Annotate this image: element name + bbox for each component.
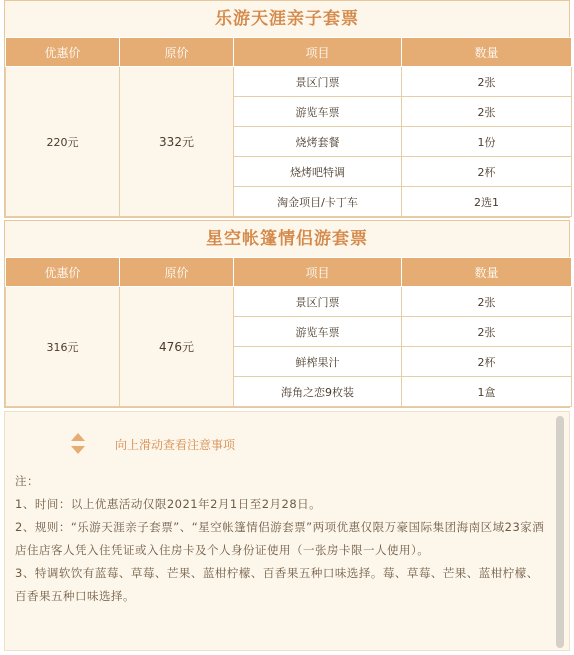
header-discount-price: 优惠价 bbox=[6, 258, 120, 287]
qty-cell: 1盒 bbox=[402, 377, 572, 407]
package-table bbox=[5, 257, 572, 407]
item-cell: 游览车票 bbox=[234, 97, 402, 127]
item-cell: 景区门票 bbox=[234, 67, 402, 97]
header-original-price: 原价 bbox=[120, 258, 234, 287]
package-card-couple bbox=[4, 220, 570, 408]
package-table bbox=[5, 37, 572, 217]
scroll-hint[interactable] bbox=[71, 432, 301, 456]
header-quantity: 数量 bbox=[402, 38, 572, 67]
package-title: 乐游天涯亲子套票 bbox=[215, 9, 359, 29]
item-cell: 游览车票 bbox=[234, 317, 402, 347]
package-card-family bbox=[4, 0, 570, 218]
header-item: 项目 bbox=[234, 38, 402, 67]
note-line: 2、规则：“乐游天涯亲子套票”、“星空帐篷情侣游套票”两项优惠仅限万豪国际集团海南区域23家酒店住店客人凭入住凭证或入住房卡及个人身份证使用（一张房卡限一人使用）。 bbox=[15, 520, 545, 557]
discount-price: 220元 bbox=[6, 67, 120, 217]
item-cell: 淘金项目/卡丁车 bbox=[234, 187, 402, 217]
table-row bbox=[6, 67, 572, 97]
header-original-price: 原价 bbox=[120, 38, 234, 67]
scroll-hint-text: 向上滑动查看注意事项 bbox=[115, 437, 236, 452]
header-quantity: 数量 bbox=[402, 258, 572, 287]
qty-cell: 2张 bbox=[402, 67, 572, 97]
note-line: 3、特调软饮有蓝莓、草莓、芒果、蓝柑柠檬、百香果五种口味选择。莓、草莓、芒果、蓝柑柠檬、百香果五种口味选择。 bbox=[15, 566, 539, 603]
original-price: 332元 bbox=[120, 67, 234, 217]
qty-cell: 2杯 bbox=[402, 157, 572, 187]
item-cell: 烧烤吧特调 bbox=[234, 157, 402, 187]
table-header-row bbox=[6, 38, 572, 67]
scrollbar[interactable] bbox=[556, 416, 564, 648]
item-cell: 海角之恋9枚装 bbox=[234, 377, 402, 407]
header-item: 项目 bbox=[234, 258, 402, 287]
table-header-row bbox=[6, 258, 572, 287]
item-cell: 鲜榨果汁 bbox=[234, 347, 402, 377]
item-cell: 烧烤套餐 bbox=[234, 127, 402, 157]
notes-content bbox=[15, 470, 547, 608]
qty-cell: 2张 bbox=[402, 317, 572, 347]
qty-cell: 1份 bbox=[402, 127, 572, 157]
note-line: 1、时间：以上优惠活动仅限2021年2月1日至2月28日。 bbox=[15, 497, 322, 511]
qty-cell: 2张 bbox=[402, 287, 572, 317]
notes-heading: 注： bbox=[15, 474, 39, 488]
notes-panel[interactable] bbox=[4, 411, 570, 651]
qty-cell: 2选1 bbox=[402, 187, 572, 217]
item-cell: 景区门票 bbox=[234, 287, 402, 317]
package-title: 星空帐篷情侣游套票 bbox=[206, 229, 368, 249]
header-discount-price: 优惠价 bbox=[6, 38, 120, 67]
original-price: 476元 bbox=[120, 287, 234, 407]
qty-cell: 2杯 bbox=[402, 347, 572, 377]
up-down-arrows-icon bbox=[71, 432, 85, 456]
discount-price: 316元 bbox=[6, 287, 120, 407]
qty-cell: 2张 bbox=[402, 97, 572, 127]
table-row bbox=[6, 287, 572, 317]
